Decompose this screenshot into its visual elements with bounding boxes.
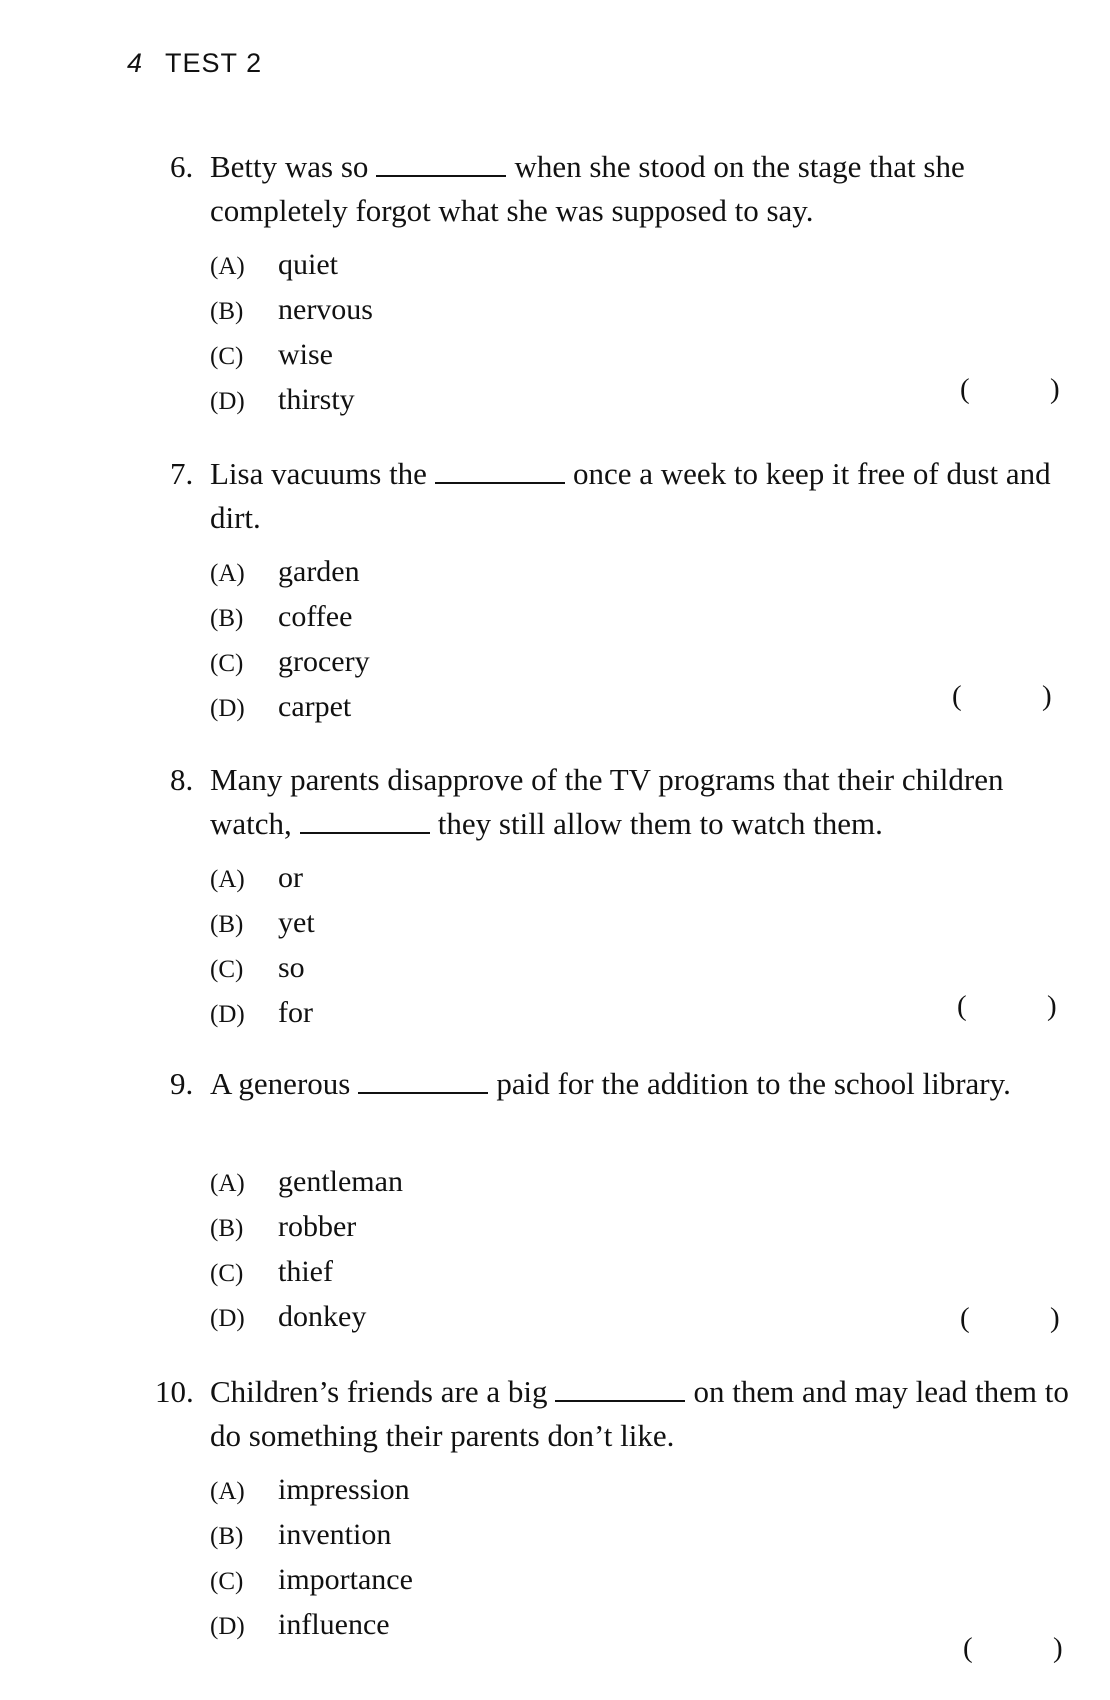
options-list <box>210 856 315 1036</box>
option-a[interactable]: (A) garden <box>210 555 360 588</box>
option-a[interactable]: (A) impression <box>210 1473 410 1506</box>
options-list <box>210 243 373 423</box>
question-text: A generous paid for the addition to the school library. <box>210 1066 1011 1101</box>
answer-blank <box>435 458 565 484</box>
test-title: TEST 2 <box>165 48 263 78</box>
option-d[interactable]: (D) thirsty <box>210 383 355 416</box>
answer-blank <box>376 151 506 177</box>
option-a[interactable]: (A) quiet <box>210 248 338 281</box>
options-list <box>210 550 370 730</box>
answer-blank <box>358 1068 488 1094</box>
options-list <box>210 1468 413 1648</box>
option-b[interactable]: (B) invention <box>210 1518 392 1551</box>
question-text: Many parents disapprove of the TV programs that their children watch, they still allow them to watch them. <box>210 762 1004 841</box>
question-text: Lisa vacuums the once a week to keep it free of dust and dirt. <box>210 456 1051 535</box>
question-number: 6. <box>170 149 194 184</box>
option-b[interactable]: (B) nervous <box>210 293 373 326</box>
option-c[interactable]: (C) importance <box>210 1563 413 1596</box>
question-text: Betty was so when she stood on the stage that she completely forgot what she was supposed to say. <box>210 149 965 228</box>
answer-parentheses[interactable]: ( ) <box>960 373 1060 405</box>
answer-parentheses[interactable]: ( ) <box>960 1302 1060 1334</box>
question-text: Children’s friends are a big on them and may lead them to do something their parents don’t like. <box>210 1374 1069 1453</box>
option-a[interactable]: (A) gentleman <box>210 1165 403 1198</box>
option-d[interactable]: (D) carpet <box>210 690 352 723</box>
option-c[interactable]: (C) so <box>210 951 305 984</box>
option-d[interactable]: (D) donkey <box>210 1300 367 1333</box>
option-d[interactable]: (D) influence <box>210 1608 390 1641</box>
answer-blank <box>300 808 430 834</box>
question-number: 9. <box>170 1066 194 1101</box>
option-c[interactable]: (C) grocery <box>210 645 370 678</box>
question-number: 7. <box>170 456 194 491</box>
option-c[interactable]: (C) wise <box>210 338 333 371</box>
page-number: 4 <box>127 48 144 78</box>
question-number: 10. <box>155 1374 194 1409</box>
answer-parentheses[interactable]: ( ) <box>957 990 1057 1022</box>
page-header <box>127 48 262 79</box>
option-b[interactable]: (B) yet <box>210 906 315 939</box>
answer-blank <box>555 1376 685 1402</box>
option-b[interactable]: (B) robber <box>210 1210 357 1243</box>
option-c[interactable]: (C) thief <box>210 1255 333 1288</box>
option-d[interactable]: (D) for <box>210 996 313 1029</box>
answer-parentheses[interactable]: ( ) <box>952 680 1052 712</box>
question-number: 8. <box>170 762 194 797</box>
answer-parentheses[interactable]: ( ) <box>963 1632 1063 1664</box>
option-a[interactable]: (A) or <box>210 861 303 894</box>
option-b[interactable]: (B) coffee <box>210 600 353 633</box>
options-list <box>210 1160 403 1340</box>
